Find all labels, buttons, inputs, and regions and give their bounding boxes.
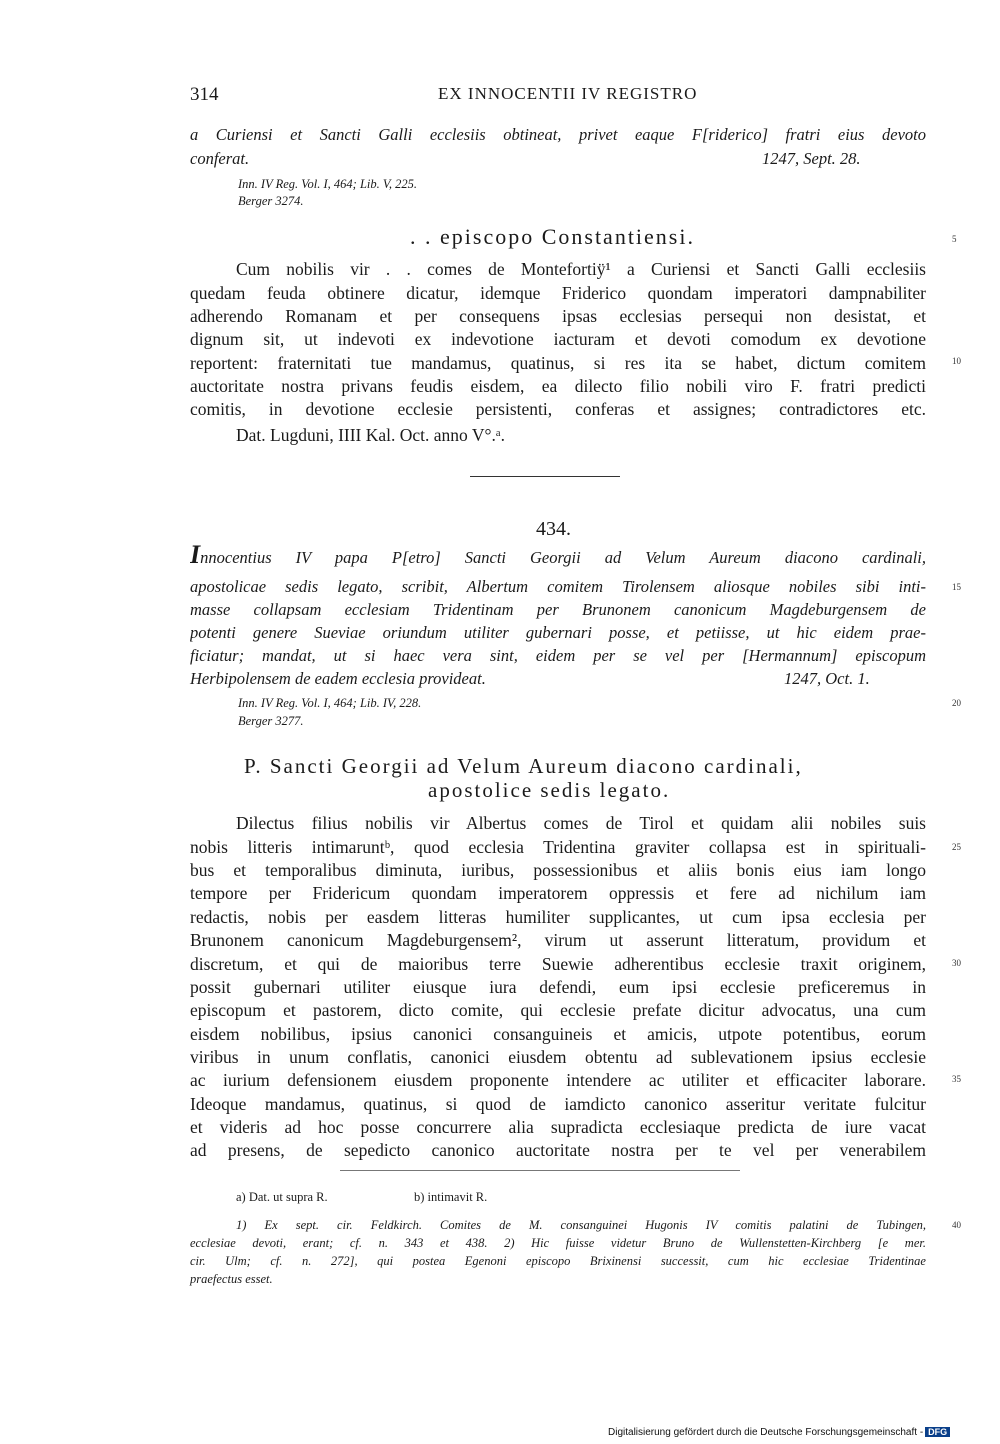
berger-reference: Berger 3277. — [238, 714, 304, 728]
berger-reference: Berger 3274. — [238, 194, 304, 208]
margin-line-number: 15 — [952, 582, 961, 592]
initial-letter: I — [190, 544, 201, 567]
addressee-heading: apostolice sedis legato. — [428, 778, 671, 802]
variant-note: a) Dat. ut supra R. — [236, 1190, 328, 1204]
text-line: comitis, in devotione ecclesie persistenti, conferas et assignes; contradictores etc. — [190, 399, 926, 419]
text-line: tempore per Fridericum quondam imperatorem oppressis et fere ad nichilum iam — [190, 883, 926, 903]
addressee-heading: P. Sancti Georgii ad Velum Aureum diacono cardinali, — [244, 754, 803, 778]
text-line: episcopum et pastorem, dicto comite, qui ecclesie prefate dicitur advocatus, una cum — [190, 1000, 926, 1020]
margin-line-number: 5 — [952, 234, 957, 244]
text-line: dignum sit, ut indevoti ex indevotione iacturam et devoti comodum ex devotione — [190, 329, 926, 349]
footnote-line: cir. Ulm; cf. n. 272], qui postea Egenoni episcopo Brixinensi successit, cum hic ecclesiae Tridentinae — [190, 1254, 926, 1268]
section-divider — [470, 476, 620, 477]
document-number: 434. — [536, 518, 571, 540]
summary-line: potenti genere Sueviae oriundum utiliter gubernari posse, et petiisse, ut hic eidem prae- — [190, 623, 926, 642]
summary-line: nnocentius IV papa P[etro] Sancti Georgii ad Velum Aureum diacono cardinali, — [200, 548, 926, 567]
summary-line: ficiatur; mandat, ut si haec vera sint, eidem per se vel per [Hermannum] episcopum — [190, 646, 926, 665]
margin-line-number: 35 — [952, 1074, 961, 1084]
margin-line-number: 30 — [952, 958, 961, 968]
margin-line-number: 10 — [952, 356, 961, 366]
text-line: reportent: fraternitati tue mandamus, quatinus, si res ita se habet, dictum comitem — [190, 353, 926, 373]
text-line: Cum nobilis vir . . comes de Montefortiÿ¹ a Curiensi et Sancti Galli ecclesiis — [236, 259, 926, 279]
text-line: ac iurium defensionem eiusdem proponente intendere ac utiliter et efficaciter laborare. — [190, 1070, 926, 1090]
footnote-line: ecclesiae devoti, erant; cf. n. 343 et 438. 2) Hic fuisse videtur Bruno de Wullenstetten-Kirchberg [e mer. — [190, 1236, 926, 1250]
text-line: ad presens, de sepedicto canonico auctoritate nostra per te vel per venerabilem — [190, 1140, 926, 1160]
text-line: discretum, et qui de maioribus terre Suewie adherentibus ecclesie traxit originem, — [190, 954, 926, 974]
dfg-logo: DFG — [925, 1427, 950, 1437]
page-number: 314 — [190, 84, 219, 105]
summary-line: apostolicae sedis legato, scribit, Albertum comitem Tirolensem aliosque nobiles sibi inti- — [190, 577, 926, 596]
text-line: Dilectus filius nobilis vir Albertus comes de Tirol et quidam alii nobiles suis — [236, 813, 926, 833]
text-line: viribus in unum conflatis, canonici eiusdem obtentu ad sublevationem ipsius ecclesie — [190, 1047, 926, 1067]
funding-notice — [608, 1427, 950, 1438]
text-line: quedam feuda obtinere dicatur, idemque Friderico quondam imperatori dampnabiliter — [190, 283, 926, 303]
text-line: nobis litteris intimaruntᵇ, quod ecclesia Tridentina graviter collapsa est in spirituali- — [190, 837, 926, 857]
addressee-heading: . . episcopo Constantiensi. — [410, 224, 695, 249]
text-line: possit gubernari utiliter eiusque iura defendi, eum ipsi ecclesie preficeremus in — [190, 977, 926, 997]
variant-note: b) intimavit R. — [414, 1190, 488, 1204]
funding-text: Digitalisierung gefördert durch die Deutsche Forschungsgemeinschaft - — [608, 1427, 924, 1438]
summary-line: conferat. — [190, 149, 250, 168]
text-line: bus et temporalibus diminuta, iuribus, possessionibus et aliis bonis eius iam longo — [190, 860, 926, 880]
footnote-line: praefectus esset. — [190, 1272, 273, 1286]
margin-line-number: 25 — [952, 842, 961, 852]
text-line: adherendo Romanam et per consequens ipsas ecclesias persequi non desistat, et — [190, 306, 926, 326]
register-reference: Inn. IV Reg. Vol. I, 464; Lib. IV, 228. — [238, 696, 422, 710]
text-line: et videris ad hoc posse concurrere alia supradicta ecclesiaque predicta de iure vacat — [190, 1117, 926, 1137]
margin-line-number: 20 — [952, 698, 961, 708]
text-line: redactis, nobis per easdem litteras humiliter supplicantes, ut cum ipsa ecclesia per — [190, 907, 926, 927]
apparatus-divider — [340, 1170, 740, 1171]
document-date: 1247, Oct. 1. — [784, 669, 870, 688]
dating-clause: Dat. Lugduni, IIII Kal. Oct. anno V°.ᵃ. — [236, 425, 506, 445]
text-line: Ideoque mandamus, quatinus, si quod de iamdicto canonico asseritur veritate fulcitur — [190, 1094, 926, 1114]
text-line: auctoritate nostra privans feudis eisdem, ea dilecto filio nobili viro F. fratri predicti — [190, 376, 926, 396]
document-date: 1247, Sept. 28. — [762, 149, 861, 168]
summary-line: masse collapsam ecclesiam Tridentinam per Brunonem canonicum Magdeburgensem de — [190, 600, 926, 619]
summary-line: Herbipolensem de eadem ecclesia provideat. — [190, 669, 486, 688]
text-line: Brunonem canonicum Magdeburgensem², virum ut asserunt litteratum, providum et — [190, 930, 926, 950]
register-reference: Inn. IV Reg. Vol. I, 464; Lib. V, 225. — [238, 177, 418, 191]
running-title: EX INNOCENTII IV REGISTRO — [438, 84, 698, 103]
text-line: eisdem nobilibus, ipsius canonici consanguineis et amicis, utpote potentibus, eorum — [190, 1024, 926, 1044]
margin-line-number: 40 — [952, 1220, 961, 1230]
summary-line: a Curiensi et Sancti Galli ecclesiis obtineat, privet eaque F[riderico] fratri eius devoto — [190, 125, 926, 144]
footnote-line: 1) Ex sept. cir. Feldkirch. Comites de M. consanguinei Hugonis IV comitis palatini de Tubingen, — [236, 1218, 926, 1232]
